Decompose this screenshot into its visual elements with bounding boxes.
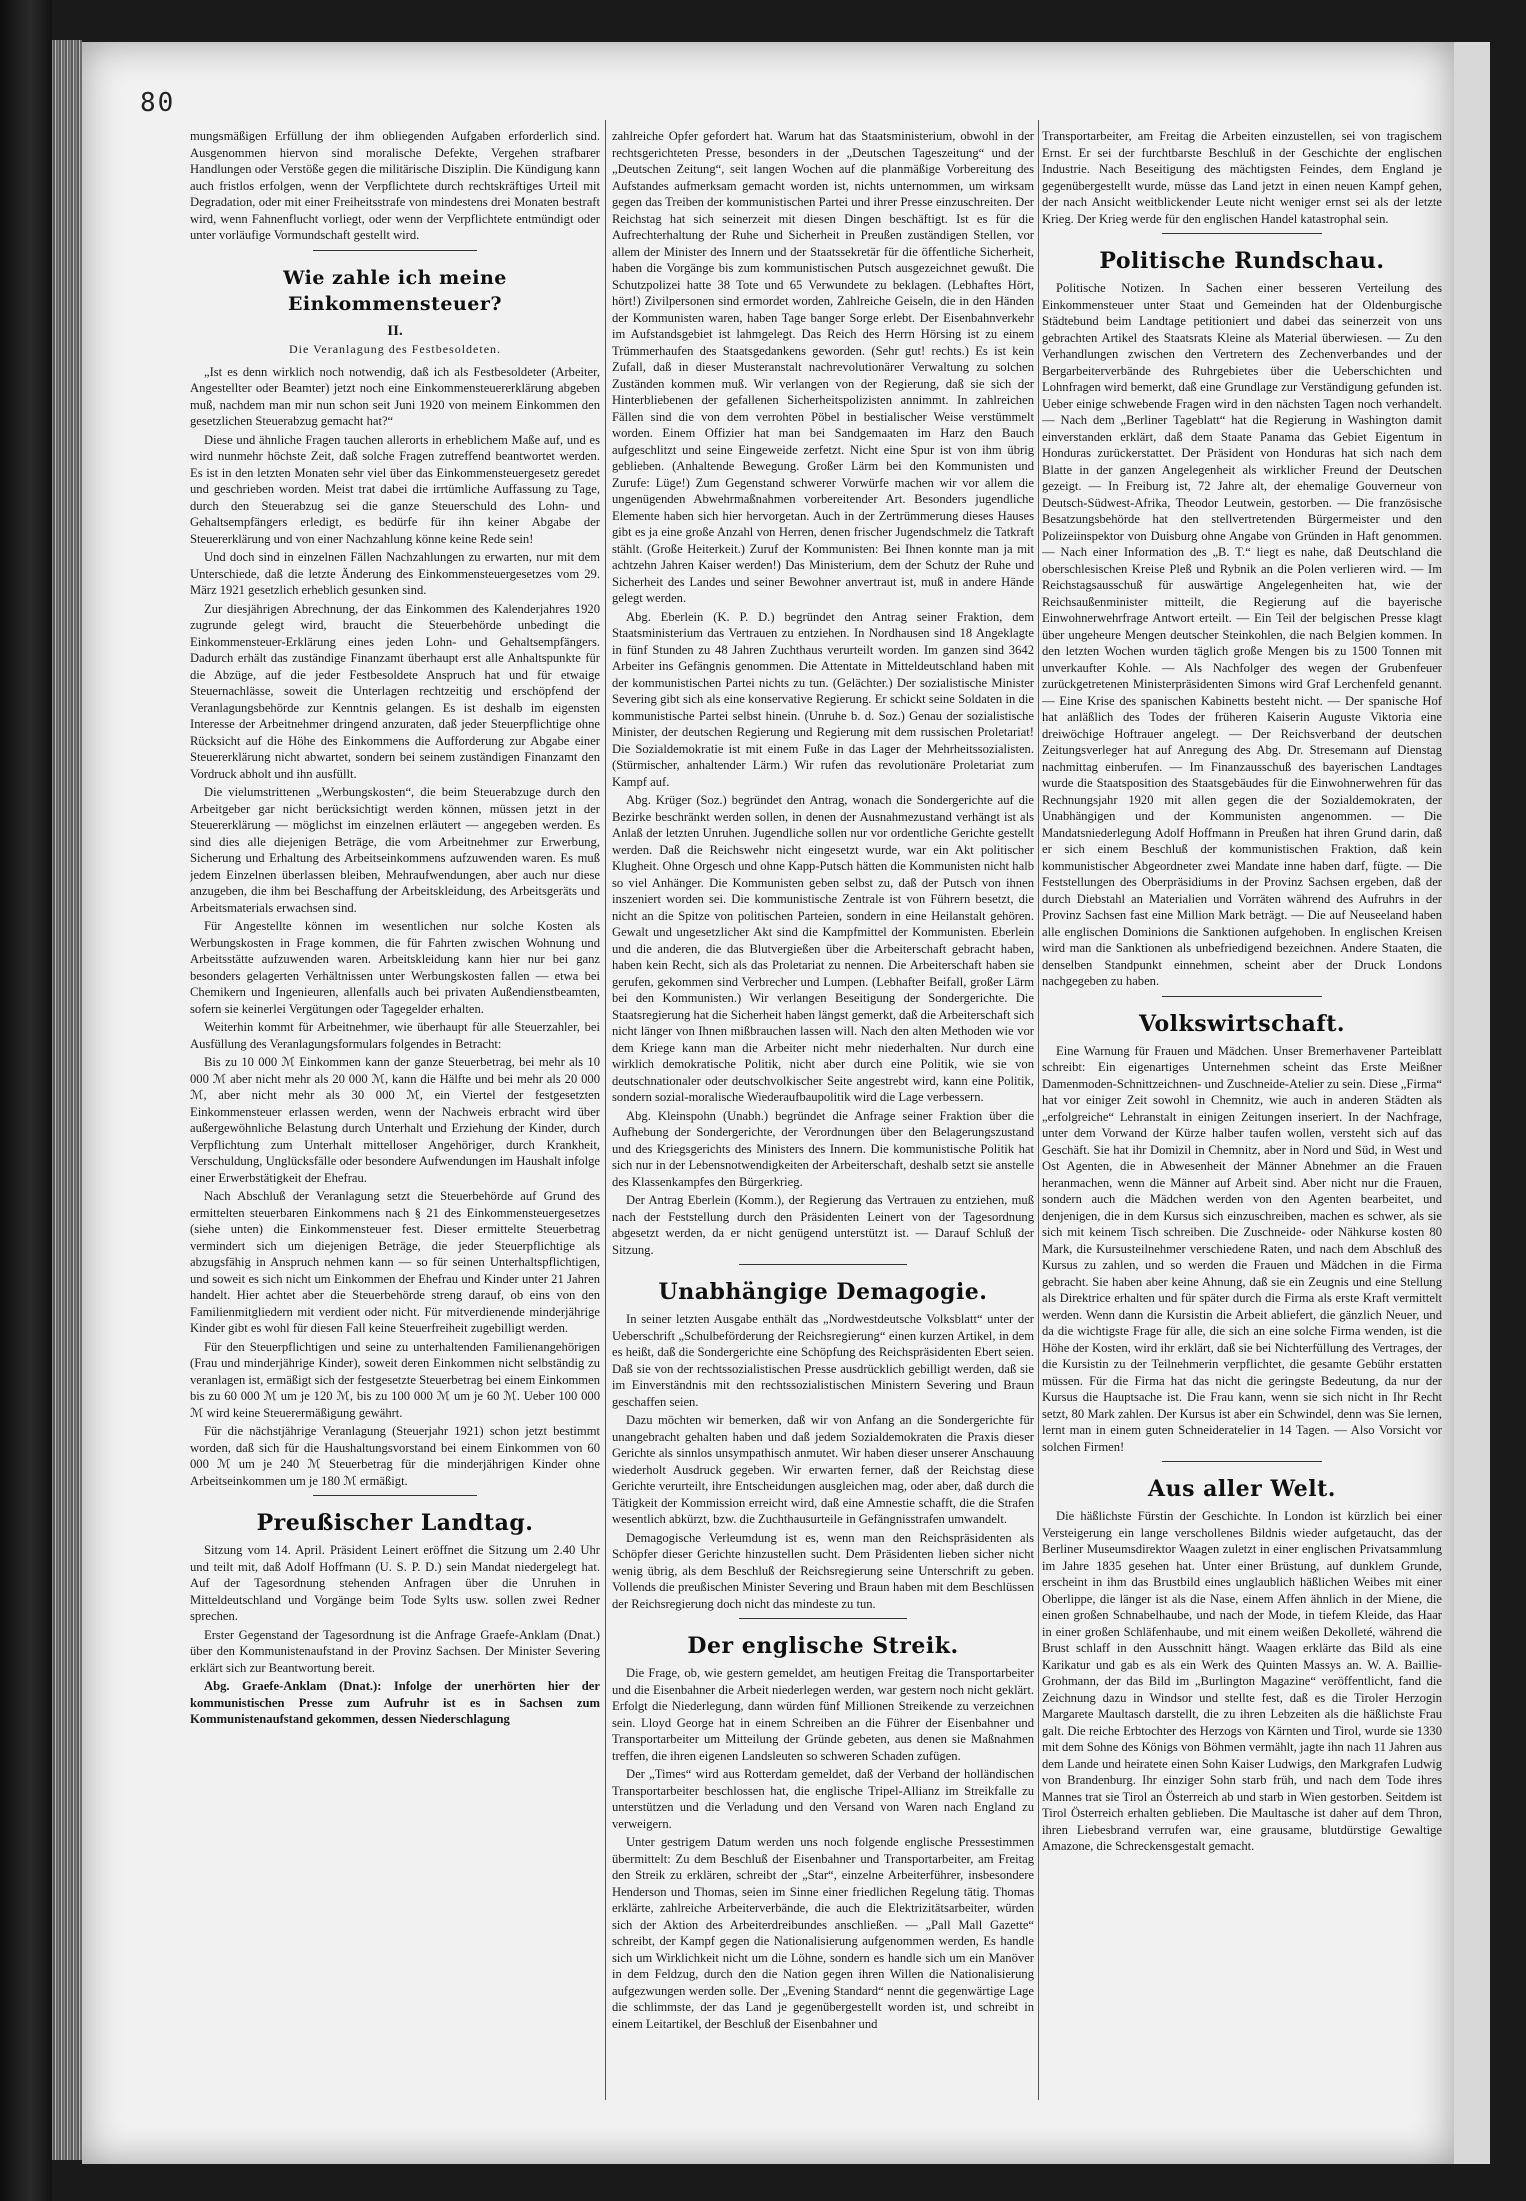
separator	[1162, 233, 1322, 234]
page-edges	[52, 40, 82, 2160]
column-1	[190, 128, 600, 2093]
paragraph: Für Angestellte können im wesentlichen nur solche Kosten als Werbungskosten in Frage kommen, die für Fahrten zwischen Wohnung und Arbeitsstätte aufzuwenden waren. Arbeitskleidung kann hier nur bei ganz besonders gelagerten Verhältnissen unter Werbungskosten fallen — etwa bei Chemikern und Ingenieuren, allenfalls auch bei privaten Außendienstbeamten, sofern sie keinerlei Vergütungen oder Tagegelder erhalten.	[190, 919, 600, 1016]
paragraph: Zur diesjährigen Abrechnung, der das Einkommen des Kalenderjahres 1920 zugrunde gelegt wird, braucht die Steuerbehörde unbedingt die Einkommensteuer-Erklärung eines jeden Lohn- und Gehaltsempfängers. Dadurch erhält das zuständige Finanzamt überhaupt erst alle Anhaltspunkte für die Abzüge, auf die jeder Festbesoldete Anspruch hat und für etwaige Steuernachlässe, soweit die Unterlagen rechtzeitig und erschöpfend der Veranlagungsbehörde zur Kenntnis gelangen. Es ist deshalb im eigensten Interesse der Arbeitnehmer dringend anzuraten, daß jeder Steuerpflichtige ohne Rücksicht auf die Höhe des Einkommens die Aufforderung zur Abgabe einer Steuererklärung nicht abwartet, sondern bei seinem zuständigen Finanzamt den Vordruck abholt und ihn ausfüllt.	[190, 601, 600, 781]
paragraph: Abg. Kleinspohn (Unabh.) begründet die Anfrage seiner Fraktion über die Aufhebung der Sondergerichte, der Verordnungen über den Belagerungszustand und des Kriegsgerichts des Ministers des Innern. Die kommunistische Politik hat sich nur in der Lebensnotwendigkeiten der Arbeiterschaft, deshalb setzt sie anstelle des Klassenkampfes den Bürgerkrieg.	[612, 1108, 1034, 1189]
paragraph: Und doch sind in einzelnen Fällen Nachzahlungen zu erwarten, nur mit dem Unterschiede, daß die letzte Änderung des Einkommensteuergesetzes vom 29. März 1921 gesetzlich erheblich gesunken sind.	[190, 550, 600, 597]
right-margin	[1454, 42, 1490, 2164]
paragraph: Die Frage, ob, wie gestern gemeldet, am heutigen Freitag die Transportarbeiter und die Eisenbahner die Arbeit niederlegen werden, war gestern noch nicht geklärt. Erfolgt die Niederlegung, dann würden fünf Millionen Streikende zu verzeichnen sein. Lloyd George hat in einem Schreiben an die Führer der Eisenbahner und Transportarbeiter um Mitteilung der Gründe gebeten, aus denen sie Maßnahmen treffen, die ihren eigenen Landsleuten so schweren Schaden zufügen.	[612, 1666, 1034, 1763]
paragraph: „Ist es denn wirklich noch notwendig, daß ich als Festbesoldeter (Arbeiter, Angestellter oder Beamter) jetzt noch eine Einkommensteuererklärung abgeben muß, nachdem man mir nun schon seit Juni 1920 von meinem Einkommen den gesetzlichen Steuerabzug gemacht hat?“	[190, 364, 600, 428]
paragraph: Sitzung vom 14. April. Präsident Leinert eröffnet die Sitzung um 2.40 Uhr und teilt mit, daß Adolf Hoffmann (U. S. P. D.) sein Mandat niedergelegt hat. Auf der Tagesordnung stehenden Anfragen über die Unruhen in Mitteldeutschland und Vorgänge beim Tode Sylts usw. sollen zwei Redner sprechen.	[190, 1543, 600, 1623]
article-heading: Volkswirtschaft.	[1138, 1010, 1346, 1037]
article-heading: Preußischer Landtag.	[256, 1510, 534, 1536]
paragraph: Bis zu 10 000 ℳ Einkommen kann der ganze Steuerbetrag, bei mehr als 10 000 ℳ aber nicht mehr als 20 000 ℳ, kann die Hälfte und bei mehr als 20 000 ℳ, aber nicht mehr als 30 000 ℳ, ein Viertel der festgesetzten Einkommensteuer erlassen werden, wenn der Nachweis erbracht wird über außergewöhnliche Belastung durch Unterhalt und Erziehung der Kinder, durch Verpflichtung zum Unterhalt mittelloser Angehöriger, durch Krankheit, Verschuldung, Unglücksfälle oder besondere Aufwendungen im Haushalt infolge einer Erwerbstätigkeit der Ehefrau.	[190, 1055, 600, 1185]
paragraph: Abg. Graefe-Anklam (Dnat.): Infolge der unerhörten hier der kommunistischen Presse zum Aufruhr ist es in Sachsen zum Kommunistenaufstand gekommen, dessen Niederschlagung	[190, 1679, 600, 1726]
separator	[1162, 1461, 1322, 1462]
paragraph: Für den Steuerpflichtigen und seine zu unterhaltenden Familienangehörigen (Frau und minderjährige Kinder), soweit deren Einkommen nicht selbständig zu veranlagen ist, ermäßigt sich der festgesetzte Steuerbetrag bei einem Einkommen bis zu 60 000 ℳ um je 120 ℳ, bis zu 100 000 ℳ um je 60 ℳ. Ueber 100 000 ℳ wird keine Steuerermäßigung gewährt.	[190, 1339, 600, 1420]
separator	[739, 1264, 908, 1265]
separator	[313, 1495, 477, 1496]
paragraph: Die häßlichste Fürstin der Geschichte. In London ist kürzlich bei einer Versteigerung ein lange verschollenes Bildnis wieder aufgetaucht, das der Berliner Museumsdirektor Waagen zuletzt in einer englischen Privatsammlung im Jahre 1835 gesehen hat. Unter einer Brüstung, auf dunklem Grunde, erscheint in ihm das Brustbild eines unglaublich häßlichen Weibes mit einer Oberlippe, die länger ist als die Nase, einem Affen ähnlich in der Miene, die einen großen Schnabelhaube, und nach der Mode, in tiefem Kleide, das Haar in einer großen Schläfenhaube, und mit einem weißen Dekolleté, während die Brust schlaff in den Ausschnitt hängt. Waagen erklärte das Bild als eine Karikatur und gab es als ein Werk des Quinten Massys an. W. A. Baillie-Grohmann, der das Bild im „Burlington Magazine“ veröffentlicht, fand die Zeichnung dazu in Windsor und stellte fest, daß es die Tiroler Herzogin Margarete Maultasch darstellt, die zu ihren Lebzeiten als die häßlichste Frau galt. Die reiche Erbtochter des Herzogs von Kärnten und Tirol, wurde sie 1330 mit dem Sohne des Königs von Böhmen vermählt, jagte ihn nach 11 Jahren aus dem Lande und heiratete einen Sohn Kaiser Ludwigs, den Markgrafen Ludwig von Brandenburg. Ihr einziger Sohn starb früh, und nach dem Tode ihres Mannes trat sie Tirol an Österreich ab und starb in Wien gestorben. Seitdem ist Tirol Österreich erhalten geblieben. Die Maultasche ist daher auf dem Thron, ihren Liebesbrand verrufen war, eine grausame, blutdürstige Gewaltige Amazone, die Schreckensgestalt gemacht.	[1042, 1509, 1442, 1853]
article-heading: Wie zahle ich meine Einkommensteuer?	[283, 266, 507, 315]
separator	[1162, 996, 1322, 997]
column-3	[1042, 128, 1442, 2093]
book-spine	[0, 0, 52, 2201]
paragraph: Transportarbeiter, am Freitag die Arbeiten einzustellen, sei von tragischem Ernst. Er sei der furchtbarste Beschluß in der Geschichte der englischen Industrie. Nach Beseitigung des mächtigsten Feindes, dem England je gegenübergestellt wurde, müsse das Land jetzt in einen neuen Kampf gehen, der nach Ansicht weitblickender Leute nicht weniger ernst sei als der letzte Krieg. Der Krieg werde für den englischen Handel katastrophal sein.	[1042, 129, 1442, 226]
paragraph: Diese und ähnliche Fragen tauchen allerorts in erheblichem Maße auf, und es wird nunmehr höchste Zeit, daß solche Fragen zutreffend beantwortet werden. Es ist in den letzten Monaten sehr viel über das Einkommensteuergesetz geredet und geschrieben worden. Meist trat dabei die irrtümliche Auffassung zu Tage, durch den Steuerabzug sei die ganze Steuerschuld des Lohn- und Gehaltsempfängers erledigt, es bedürfe für ihn keiner Abgabe der Steuererklärung und von einer Nachzahlung könne keine Rede sein!	[190, 432, 600, 546]
paragraph: Eine Warnung für Frauen und Mädchen. Unser Bremerhavener Parteiblatt schreibt: Ein eigenartiges Unternehmen scheint das Erste Meißner Damenmoden-Schnittzeichnen- und Zuschneide-Atelier zu sein. Diese „Firma“ hat vor einiger Zeit sowohl in Chemnitz, wie auch in anderen Städten als „erfolgreiche“ Lehranstalt in einigen Zeitungen inseriert. In der Nachfrage, unter dem Vorwand der Kürze halber taufen wollen, versteht sich auf das Geschäft. Sie hat ihr Domizil in Chemnitz, aber in Nord und Süd, in West und Ost Agenten, die in Abwesenheit der Männer Abnehmer an die Frauen heranmachen, wenn die Männer auf Arbeit sind. Aber nicht nur die Frauen, sondern auch die Mädchen werden von den Agenten bearbeitet, und denjenigen, die in dem Kursus sich einzuschreiben, machen es schwer, als sie sich mit keinem Tisch schreiben. Die Zuschneide- oder Nähkurse kosten 80 Mark, die Kursusteilnehmer verschiedene Raten, und nach dem Abschluß des Kursus zu zahlen, und so werden die Frauen und Mädchen in die Firma gebracht. Sie haben aber keine Ahnung, daß sie ein Zeugnis und eine Stellung als Direktrice erhalten und für später durch die Firma als erste Kraft vermittelt werden. Wenn dann die Kursistin die Arbeit abliefert, die gänzlich Neuer, und da die wichtigste Frage für alle, die sich an eine solche Firma wenden, ist die Höhe der Kosten, wird ihr erklärt, daß sie bei Nichterfüllung des Vertrages, der die Kursistin zu der Teilnehmerin verpflichtet, die gesamte Gebühr erstatten müssen. Für die Firma hat das nicht die geringste Bedeutung, da nur der Kursus die Hauptsache ist. Die Frau kann, wenn sie sich nicht in Ihr Recht setzt, 80 Mark zahlen. Der Kursus ist aber ein Schwindel, denn was Sie lernen, lernt man in einem guten Schneideratelier in 14 Tagen. — Also Vorsicht vor solchen Firmen!	[1042, 1043, 1442, 1454]
paragraph: Der „Times“ wird aus Rotterdam gemeldet, daß der Verband der holländischen Transportarbeiter beschlossen hat, die englische Tripel-Allianz im Streikfalle zu unterstützen und die Verladung und den Versand von Waren nach England zu verweigern.	[612, 1767, 1034, 1831]
article-part-number: II.	[387, 322, 403, 339]
paragraph: Abg. Krüger (Soz.) begründet den Antrag, wonach die Sondergerichte auf die Bezirke beschränkt werden sollen, in denen der Ausnahmezustand verhängt ist als Anlaß der letzten Unruhen. Jugendliche sollen nur vor ordentliche Gerichte gestellt werden. Daß die Reichswehr nicht eingesetzt wurde, war ein Akt politischer Klugheit. Ohne Orgesch und ohne Kapp-Putsch hätten die Kommunisten nicht halb so viel Anhänger. Die Kommunisten geben selbst zu, daß der Putsch von ihnen inszeniert worden sei. Die kommunistische Zentrale ist von Führern besetzt, die nicht an die Spitze von politischen Parteien, sondern in eine Heilanstalt gehören. Gewalt und ungesetzlicher Akt sind die Kampfmittel der Kommunisten. Eberlein und die anderen, die das Blutvergießen über die Arbeiterschaft gebracht haben, haben kein Recht, sich als das Proletariat zu nennen. Die Arbeiterschaft haben sie gerufen, gekommen sind Verbrecher und Lumpen. (Lebhafter Beifall, großer Lärm bei den Kommunisten.) Wir verlangen Beseitigung der Sondergerichte. Die Staatsregierung hat die Sicherheit haben längst gemerkt, daß die Arbeiterschaft sich nicht länger von Ihnen mißbrauchen lassen will. Nach den alten Methoden wie vor dem Kriege kann man die Arbeiter nicht mehr niederhalten. Nur durch eine wirklich demokratische Politik, nicht aber durch eine Politik, wie sie von deutschnationaler oder deutschvolkischer Seite angestrebt wird, kann eine Politik, sondern sozial-moralische Wiederaufbaupolitik wird die Lage verbessern.	[612, 793, 1034, 1104]
page-number: 80	[140, 88, 176, 118]
paragraph: zahlreiche Opfer gefordert hat. Warum hat das Staatsministerium, obwohl in der rechtsgerichteten Presse, besonders in der „Deutschen Tageszeitung“ und der „Deutschen Zeitung“, seit langen Wochen auf die planmäßige Vorbereitung des Aufstandes aufmerksam gemacht worden ist, nichts unternommen, um wirksam gegen das Treiben der kommunistischen Partei und ihrer Presse einzuschreiten. Der Reichstag hat sich seinerzeit mit diesen Dingen beschäftigt. Ist es für die Aufrechterhaltung der Ruhe und Sicherheit in Preußen zuständigen Stellen, vor allem der Minister des Innern und der Staatssekretär für die öffentliche Sicherheit, haben die Vorgänge bis zum kommunistischen Putsch ausgezeichnet gewußt. Die Schutzpolizei hatte 38 Tote und 65 Verwundete zu beklagen. (Lebhaftes Hört, hört!) Zivilpersonen sind ermordet worden, Zahlreiche Geiseln, die in den Händen der Kommunisten waren, haben Tage banger Sorge erlebt. Der Eisenbahnverkehr im Aufstandsgebiet ist lahmgelegt. Das Reich des Herrn Hörsing ist zu einem Trümmerhaufen des Staatsgedankens geworden. (Sehr gut! rechts.) Es ist kein Zufall, daß in dieser Musteranstalt nachrevolutionärer Verwaltung zu solchen Zuständen kommen muß. Wir verlangen von der Regierung, daß sie sich der Hinterbliebenen der gefallenen Sicherheitspolizisten annimmt. In zahlreichen Fällen sind die von dem verrohten Pöbel in bestialischer Weise verstümmelt worden. Einem Offizier hat man bei Sandgemaaten im Harz den Bauch aufgeschlitzt und seine Eingeweide zerfetzt. Nicht eine Spur ist von ihm übrig geblieben. (Anhaltende Bewegung. Großer Lärm bei den Kommunisten und Zurufe: Lüge!) Zum Gegenstand schwerer Vorwürfe machen wir vor allem die ungenügenden Abwehrmaßnahmen vorbereitender Art. Besonders jugendliche Elemente haben sich hier hervorgetan. Auch in der Zertrümmerung dieses Hauses gibt es ja eine große Anzahl von Herren, denen frischer Jugendschmelz die Tatkraft stählt. (Große Heiterkeit.) Zuruf der Kommunisten: Bei Ihnen konnte man ja mit achtzehn Jahren Kaiser werden!) Das Ministerium, dem der Schutz der Ruhe und Sicherheit des Landes und seiner Bewohner anvertraut ist, muß in andere Hände gelegt werden.	[612, 129, 1034, 605]
column-2	[612, 128, 1034, 2093]
paragraph: Abg. Eberlein (K. P. D.) begründet den Antrag seiner Fraktion, dem Staatsministerium das Vertrauen zu entziehen. In Nordhausen sind 18 Angeklagte in fünf Stunden zu 48 Jahren Zuchthaus verurteilt worden. Im ganzen sind 3642 Arbeiter ins Gefängnis genommen. Die Attentate in Mitteldeutschland haben mit der kommunistischen Partei nichts zu tun. (Gelächter.) Der sozialistische Minister Severing gibt sich als eine konservative Regierung. Er schickt seine Soldaten in die kommunistische Partei selbst hinein. (Unruhe b. d. Soz.) Genau der sozialistische Minister, der deutschen Regierung und Regierung mit dem russischen Proletariat! Die Sozialdemokratie ist mit einem Fuße in das Lager der Mehrheitssozialisten. (Stürmischer, anhaltender Lärm.) Wir rufen das revolutionäre Proletariat zum Kampf auf.	[612, 609, 1034, 789]
article-subheading: Die Veranlagung des Festbesoldeten.	[288, 342, 502, 356]
paragraph: Nach Abschluß der Veranlagung setzt die Steuerbehörde auf Grund des ermittelten steuerbaren Einkommens nach § 21 des Einkommensteuergesetzes (siehe unten) die Einkommensteuer fest. Dieser ermittelte Steuerbetrag vermindert sich um diejenigen Beträge, die jeder Steuerpflichtige als abzugsfähig in Anspruch nehmen kann — so für seinen Unterhaltspflichtigen, und soweit es sich nicht um Einkommen der Ehefrau und Kinder unter 21 Jahren handelt. Hier achtet aber die Steuerbehörde streng darauf, ob eins von den Familienmitgliedern mit verdient oder nicht. Für mitverdienende minderjährige Kinder gibt es wohl für diesen Fall keine Steuerfreiheit zugebilligt werden.	[190, 1189, 600, 1335]
paragraph: Für die nächstjährige Veranlagung (Steuerjahr 1921) schon jetzt bestimmt worden, daß sich für die Haushaltungsvorstand bei einem Einkommen von 60 000 ℳ um je 240 ℳ Steuerbetrag für die minderjährigen Kinder ohne Arbeitseinkommen um je 180 ℳ ermäßigt.	[190, 1424, 600, 1488]
article-heading: Der englische Streik.	[687, 1633, 959, 1659]
paragraph: Politische Notizen. In Sachen einer besseren Verteilung des Einkommensteuer unter Staat und Gemeinden hat der Oldenburgische Städtebund beim Landtage petitioniert und dabei das seinerzeit von uns gebrachten Artikel des Staatsrats Kleine als Material überwiesen. — Zu den Verhandlungen zwischen den Vertretern des Zechenverbandes und der Bergarbeiterverbände des Ruhrgebietes über die Ueberschichten und Lohnfragen wird bemerkt, daß eine Grundlage zur Verständigung gefunden ist. Ueber einige schwebende Fragen wird in den nächsten Tagen noch verhandelt. — Nach dem „Berliner Tageblatt“ hat die Regierung in Washington damit einverstanden erklärt, daß dem Staate Panama das Gebiet Eigentum in Honduras zurückerstattet. Der Präsident von Honduras hat sich nach dem Blatte in der ganzen Angelegenheit als wirklicher Freund der Deutschen gezeigt. — In Freiburg ist, 72 Jahre alt, der ehemalige Gouverneur von Deutsch-Südwest-Afrika, Theodor Leutwein, gestorben. — Die französische Besatzungsbehörde hat den stellvertretenden Bürgermeister und den Polizeiinspektor von Duisburg ohne Angabe von Gründen in Haft genommen. — Nach einer Information des „B. T.“ liegt es nahe, daß Deutschland die oberschlesischen Kreise Pleß und Rybnik an die Polen verlieren wird. — Im Reichstagsausschuß für auswärtige Angelegenheiten hat, wie der Reichsaußenminister mitteilt, die Regierung auf die bayerische Einwohnerwehrfrage Antwort erteilt. — Ein Teil der belgischen Presse klagt über ungeheure Mengen deutscher Steinkohlen, die nach Belgien kommen. In den letzten Wochen wurden täglich große Mengen bis zu 1500 Tonnen mit unverkaufter Kohle. — Als Nachfolger des wegen der Grubenfeuer zurückgetretenen Ministerpräsidenten Simons wird Graf Lerchenfeld genannt. — Eine Krise des spanischen Kabinetts besteht nicht. — Der spanische Hof hat anläßlich des Todes der früheren Kaiserin Auguste Viktoria eine dreiwöchige Hoftrauer angelegt. — Der Reichsverband der deutschen Zeitungsverleger hat auf Anregung des Abg. Dr. Stresemann auf Dienstag nachmittag einberufen. — Im Finanzausschuß des bayerischen Landtages wurde die Staatsposition des Staatsgebäudes für die Einwohnerwehren für das Rechnungsjahr 1920 mit allen gegen die der Sozialdemokraten, der Unabhängigen und der Kommunisten angenommen. — Die Mandatsniederlegung Adolf Hoffmann in Preußen hat ihren Grund darin, daß er sich einem Beschluß der kommunistischen Fraktion, daß kein kommunistischer Abgeordneter zwei Mandate inne haben darf, fügte. — Die Feststellungen des Oberpräsidiums in der Provinz Sachsen ergeben, daß der durch Diebstahl an Materialien und Vorräten während des Aufruhrs in der Provinz Sachsen fast eine Million Mark beträgt. — Die auf Neuseeland haben alle englischen Dominions die Sanktionen aufgehoben. In englischen Kreisen wird man die Sanktionen als unbefriedigend bezeichnen. Andere Staaten, die denselben Standpunkt einnehmen, scheint aber der Druck Londons nachgegeben zu haben.	[1042, 281, 1442, 988]
paragraph: Der Antrag Eberlein (Komm.), der Regierung das Vertrauen zu entziehen, muß nach der Feststellung durch den Präsidenten Leinert von der Tagesordnung abgesetzt werden, da er nicht genügend unterstützt ist. — Darauf Schluß der Sitzung.	[612, 1193, 1034, 1257]
paragraph: Unter gestrigem Datum werden uns noch folgende englische Pressestimmen übermittelt: Zu dem Beschluß der Eisenbahner und Transportarbeiter, am Freitag den Streik zu erklären, schreibt der „Star“, einzelne Arbeiterführer, insbesondere Henderson und Thomas, seien im Sinne einer friedlichen Regelung tätig. Thomas erklärte, zahlreiche Arbeiterverbände, die auch die Elektrizitätsarbeiter, würden sich der Aktion des Arbeiterdreibundes anschließen. — „Pall Mall Gazette“ schreibt, der Kampf gegen die Nationalisierung aufgenommen werden, Es handle sich um Wirklichkeit nicht um die Löhne, sondern es handle sich um ein Manöver in dem Feldzug, durch den die Nation gegen ihren Willen die Nationalisierung aufgezwungen werden solle. Der „Evening Standard“ nennt die gegenwärtige Lage die schlimmste, der das Land je gegenübergestellt worden ist, und schreibt in einem Leitartikel, der Beschluß der Eisenbahner und	[612, 1835, 1034, 2031]
column-rule-2	[1038, 120, 1039, 2100]
paragraph: mungsmäßigen Erfüllung der ihm obliegenden Aufgaben erforderlich sind. Ausgenommen hiervon sind moralische Defekte, Vergehen strafbarer Handlungen oder Verstöße gegen die militärische Disziplin. Die Kündigung kann auch fristlos erfolgen, wenn der Verpflichtete durch rechtskräftiges Urteil mit Degradation, oder mit einer Freiheitsstrafe von mindestens drei Monaten bestraft wird, wenn Fahnenflucht vorliegt, oder wenn der Verpflichtete entmündigt oder unter vorläufige Vormundschaft gestellt wird.	[190, 129, 600, 242]
paragraph: Die vielumstrittenen „Werbungskosten“, die beim Steuerabzuge durch den Arbeitgeber gar nicht berücksichtigt werden können, müssen jetzt in der Steuererklärung — möglichst im einzelnen erläutert — angegeben werden. Es sind dies alle diejenigen Beträge, die vom Arbeitnehmer zur Erwerbung, Sicherung und Erhaltung des Arbeitseinkommens aufzuwenden waren. Es muß jedem Einzelnen überlassen bleiben, Mehraufwendungen, aber auch nur diese anzugeben, die ihm bei Beschaffung der Arbeitskleidung, des Arbeitsgeräts und Arbeitsmaterials erwachsen sind.	[190, 785, 600, 915]
paragraph: In seiner letzten Ausgabe enthält das „Nordwestdeutsche Volksblatt“ unter der Ueberschrift „Schulbeförderung der Reichsregierung“ einen kurzen Artikel, in dem es heißt, daß die Sondergerichte eine Schöpfung des Reichspräsidenten Ebert seien. Daß sie von der rechtssozialistischen Presse ausdrücklich gebilligt werden, daß sie im Einverständnis mit den rechtssozialistischen Ministern Severing und Braun geschaffen seien.	[612, 1312, 1034, 1409]
paragraph: Dazu möchten wir bemerken, daß wir von Anfang an die Sondergerichte für unangebracht gehalten haben und daß jedem Sozialdemokraten die Praxis dieser Gerichte als sinnlos unsympathisch anmutet. Wir haben dieser unserer Anschauung wiederholt Ausdruck gegeben. Wir erwarten ferner, daß der Reichstag diese Gerichte verurteilt, ihre Entscheidungen ausgleichen mag, oder aber, daß durch die Tätigkeit der Kommission erreicht wird, daß eine Amnestie schafft, die die Strafen wesentlich abkürzt, bzw. die Zuchthausurteile in Gefängnisstrafen umwandelt.	[612, 1413, 1034, 1526]
paragraph: Erster Gegenstand der Tagesordnung ist die Anfrage Graefe-Anklam (Dnat.) über den Kommunistenaufstand in der Provinz Sachsen. Der Minister Severing erklärt sich zur Beantwortung bereit.	[190, 1627, 600, 1675]
column-rule-1	[605, 120, 606, 2100]
article-heading: Aus aller Welt.	[1148, 1476, 1336, 1502]
separator	[313, 250, 477, 251]
paragraph: Demagogische Verleumdung ist es, wenn man den Reichspräsidenten als Schöpfer dieser Gerichte hinzustellen sucht. Dem Präsidenten lieben sicher nicht wenig übrig, als dem Beschluß der Reichsregierung seine Unterschrift zu geben. Vollends die preußischen Minister Severing und Braun haben mit dem Beschlüssen der Reichsregierung doch nicht das mindeste zu tun.	[612, 1530, 1034, 1611]
article-heading: Politische Rundschau.	[1099, 248, 1385, 274]
article-heading: Unabhängige Demagogie.	[658, 1279, 988, 1305]
paragraph: Weiterhin kommt für Arbeitnehmer, wie überhaupt für alle Steuerzahler, bei Ausfüllung des Veranlagungsformulars folgendes in Betracht:	[190, 1020, 600, 1051]
separator	[739, 1618, 908, 1619]
